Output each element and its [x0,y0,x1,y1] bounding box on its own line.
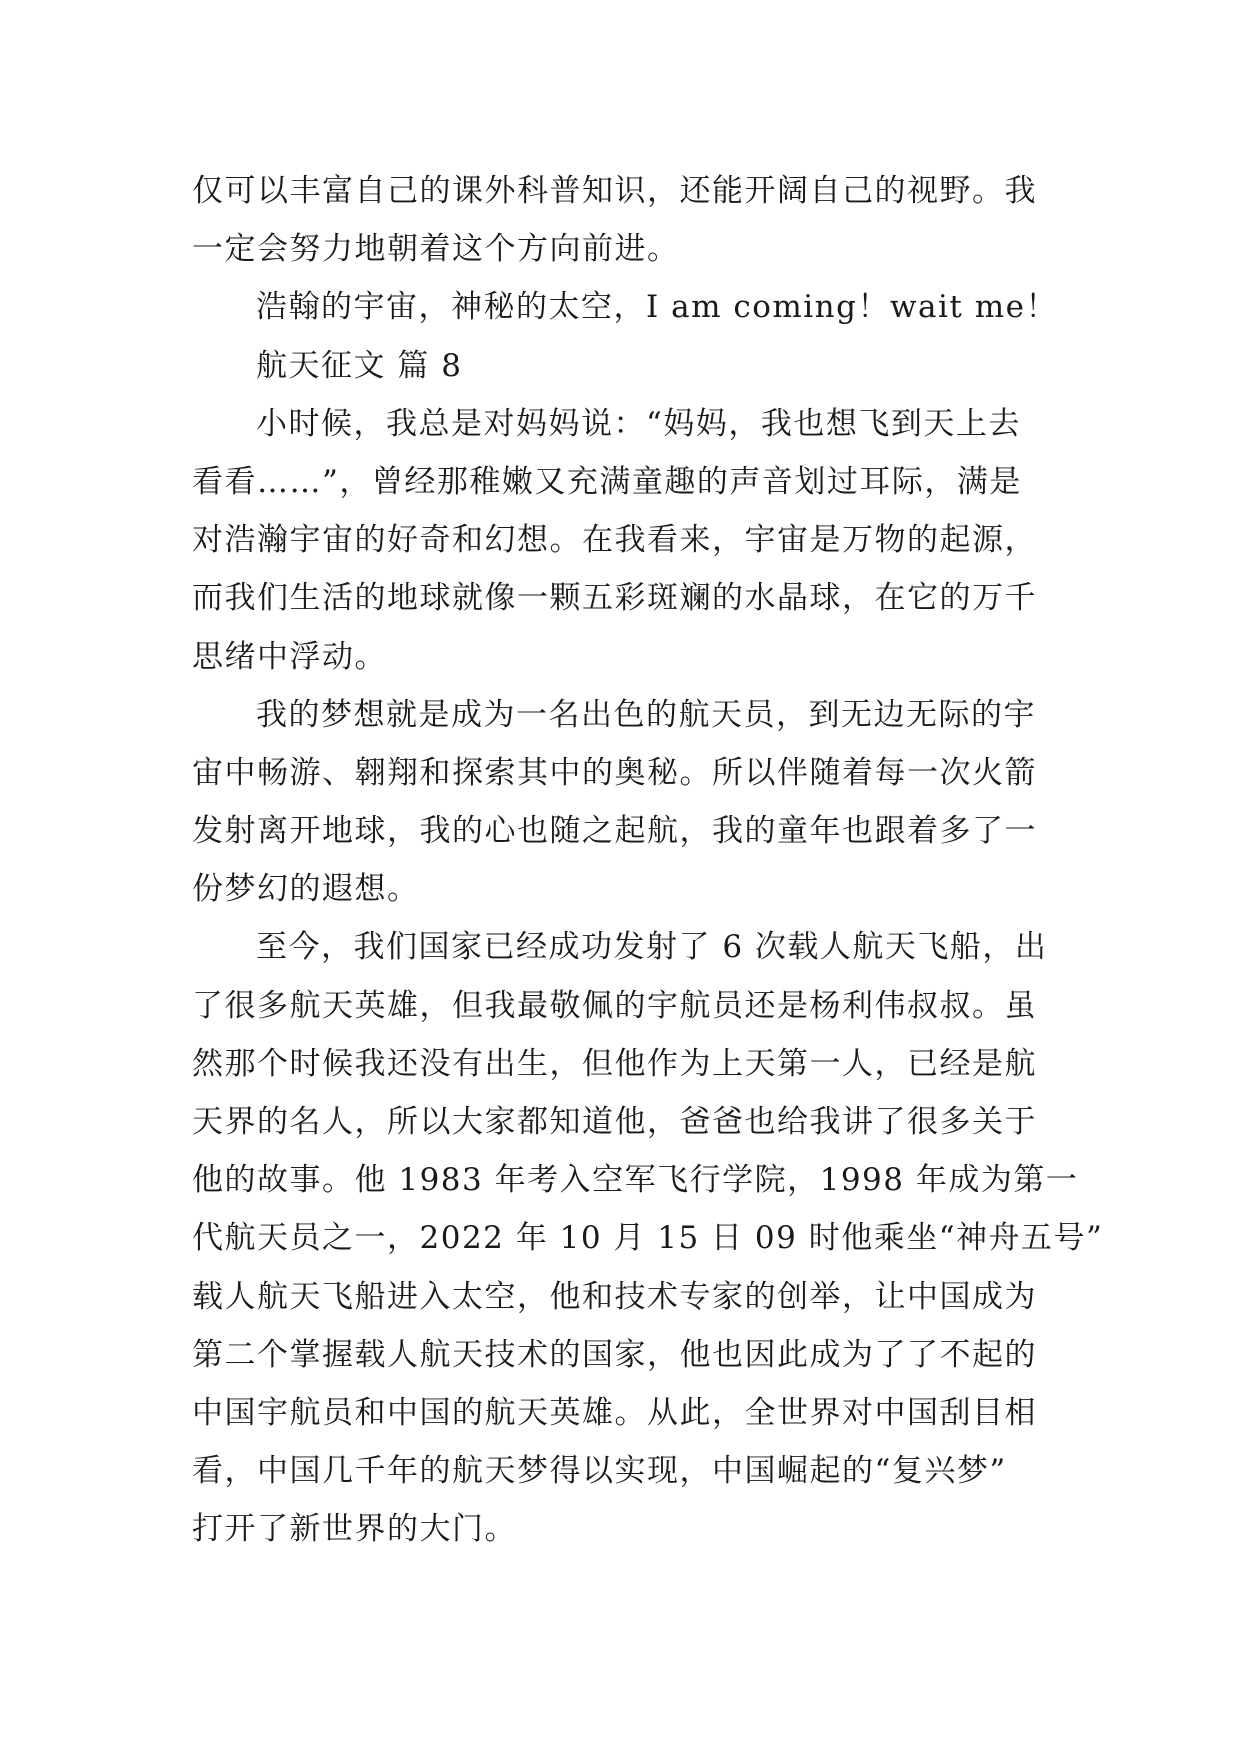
text-line-17: 天界的名人，所以大家都知道他，爸爸也给我讲了很多关于 [192,1104,1037,1140]
text-line-21: 第二个掌握载人航天技术的国家，他也因此成为了了不起的 [192,1336,1037,1373]
text-line-7: 对浩瀚宇宙的好奇和幻想。在我看来，宇宙是万物的起源， [192,522,1037,559]
text-line-1: 仅可以丰富自己的课外科普知识，还能开阔自己的视野。我 [192,173,1037,209]
text-line-14: 至今，我们国家已经成功发射了 6 次载人航天飞船，出 [256,929,1048,966]
text-line-19: 代航天员之一，2022 年 10 月 15 日 09 时他乘坐“神舟五号” [192,1220,1104,1257]
text-line-23: 看，中国几千年的航天梦得以实现，中国崛起的“复兴梦” [192,1453,1007,1490]
text-line-22: 中国宇航员和中国的航天英雄。从此，全世界对中国刮目相 [192,1394,1037,1431]
text-line-20: 载人航天飞船进入太空，他和技术专家的创举，让中国成为 [192,1278,1037,1315]
text-line-16: 然那个时候我还没有出生，但他作为上天第一人，已经是航 [192,1045,1037,1082]
text-line-10: 我的梦想就是成为一名出色的航天员，到无边无际的宇 [256,696,1036,733]
text-line-12: 发射离开地球，我的心也随之起航，我的童年也跟着多了一 [192,813,1037,850]
text-line-9: 思绪中浮动。 [192,638,387,675]
text-line-11: 宙中畅游、翱翔和探索其中的奥秘。所以伴随着每一次火箭 [192,754,1037,791]
section-heading: 航天征文 篇 8 [256,347,463,384]
text-line-15: 了很多航天英雄，但我最敬佩的宇航员还是杨利伟叔叔。虽 [192,987,1037,1024]
text-line-24: 打开了新世界的大门。 [192,1511,517,1548]
text-line-13: 份梦幻的遐想。 [192,871,420,908]
text-line-6: 看看……”，曾经那稚嫩又充满童趣的声音划过耳际，满是 [192,463,1022,500]
text-line-2: 一定会努力地朝着这个方向前进。 [192,231,680,268]
text-line-18: 他的故事。他 1983 年考入空军飞行学院，1998 年成为第一 [192,1162,1079,1199]
text-line-8: 而我们生活的地球就像一颗五彩斑斓的水晶球，在它的万千 [192,580,1037,617]
text-line-5: 小时候，我总是对妈妈说：“妈妈，我也想飞到天上去 [256,405,1021,442]
document-body [192,162,1104,1559]
text-line-3: 浩翰的宇宙，神秘的太空，I am coming！wait me！ [256,289,1058,326]
